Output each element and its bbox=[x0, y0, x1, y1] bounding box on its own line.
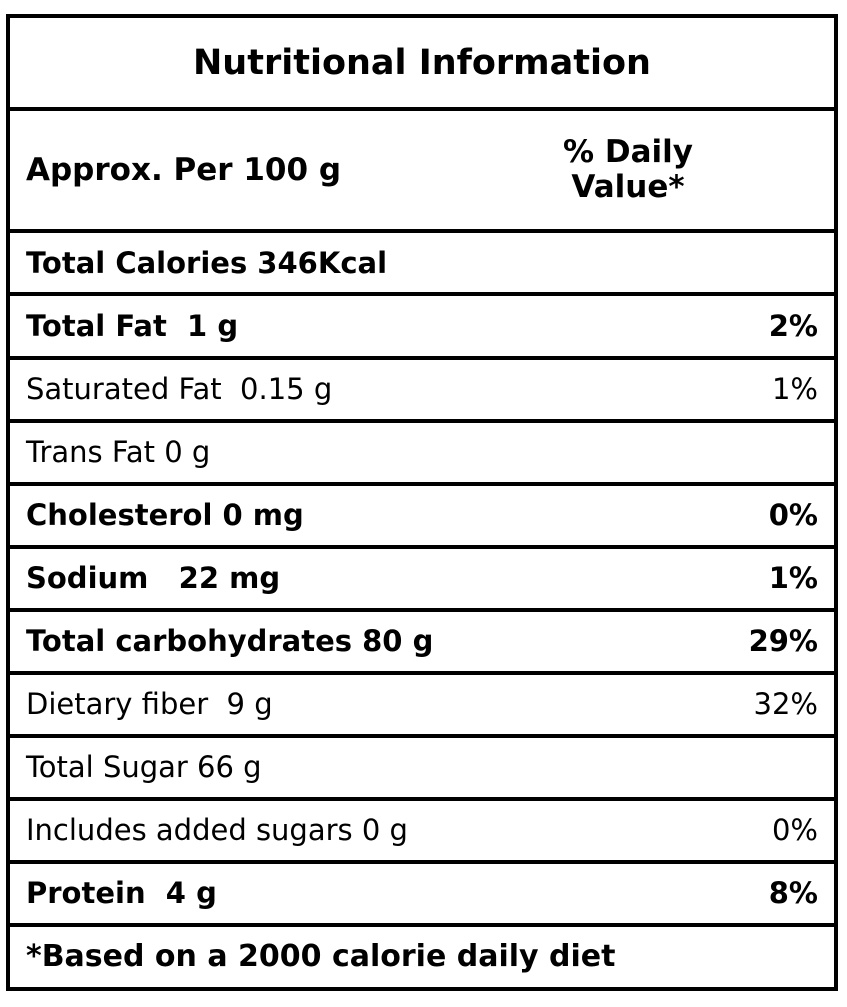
nutrition-facts-panel bbox=[6, 14, 838, 991]
nutrient-name: Sodium 22 mg bbox=[10, 547, 422, 610]
nutrient-name: Includes added sugars 0 g bbox=[10, 799, 422, 862]
table-row bbox=[10, 610, 834, 673]
daily-value-line-2: Value* bbox=[571, 169, 685, 206]
nutrient-dv: 0% bbox=[422, 799, 834, 862]
nutrient-name: Total Fat 1 g bbox=[10, 294, 422, 357]
nutrient-name: Total Calories 346Kcal bbox=[10, 231, 422, 294]
nutrient-name: Cholesterol 0 mg bbox=[10, 484, 422, 547]
table-row bbox=[10, 294, 834, 357]
nutrient-name: Saturated Fat 0.15 g bbox=[10, 358, 422, 421]
nutrient-name: Total Sugar 66 g bbox=[10, 736, 422, 799]
nutrient-dv: 8% bbox=[422, 862, 834, 925]
nutrient-dv: 1% bbox=[422, 358, 834, 421]
table-row bbox=[10, 673, 834, 736]
table-row bbox=[10, 231, 834, 294]
nutrient-name: Protein 4 g bbox=[10, 862, 422, 925]
table-row bbox=[10, 862, 834, 925]
nutrient-name: Total carbohydrates 80 g bbox=[10, 610, 422, 673]
nutrient-dv bbox=[422, 736, 834, 799]
nutrient-dv: 2% bbox=[422, 294, 834, 357]
table-row bbox=[10, 421, 834, 484]
nutrition-table bbox=[10, 18, 834, 987]
table-row bbox=[10, 799, 834, 862]
nutrient-dv bbox=[422, 421, 834, 484]
nutrient-dv: 32% bbox=[422, 673, 834, 736]
panel-title: Nutritional Information bbox=[10, 18, 834, 109]
table-row bbox=[10, 358, 834, 421]
daily-value-line-1: % Daily bbox=[563, 133, 693, 170]
daily-value-header bbox=[422, 109, 834, 231]
daily-value-footnote: *Based on a 2000 calorie daily diet bbox=[26, 939, 616, 975]
table-row bbox=[10, 484, 834, 547]
nutrient-dv bbox=[422, 231, 834, 294]
nutrient-dv: 29% bbox=[422, 610, 834, 673]
table-header-row bbox=[10, 109, 834, 231]
table-row bbox=[10, 547, 834, 610]
serving-size-label: Approx. Per 100 g bbox=[10, 109, 422, 231]
table-row bbox=[10, 736, 834, 799]
nutrient-dv: 0% bbox=[422, 484, 834, 547]
nutrient-dv: 1% bbox=[422, 547, 834, 610]
nutrient-name: Trans Fat 0 g bbox=[10, 421, 422, 484]
footnote-row bbox=[10, 925, 834, 987]
title-row bbox=[10, 18, 834, 109]
nutrient-name: Dietary fiber 9 g bbox=[10, 673, 422, 736]
